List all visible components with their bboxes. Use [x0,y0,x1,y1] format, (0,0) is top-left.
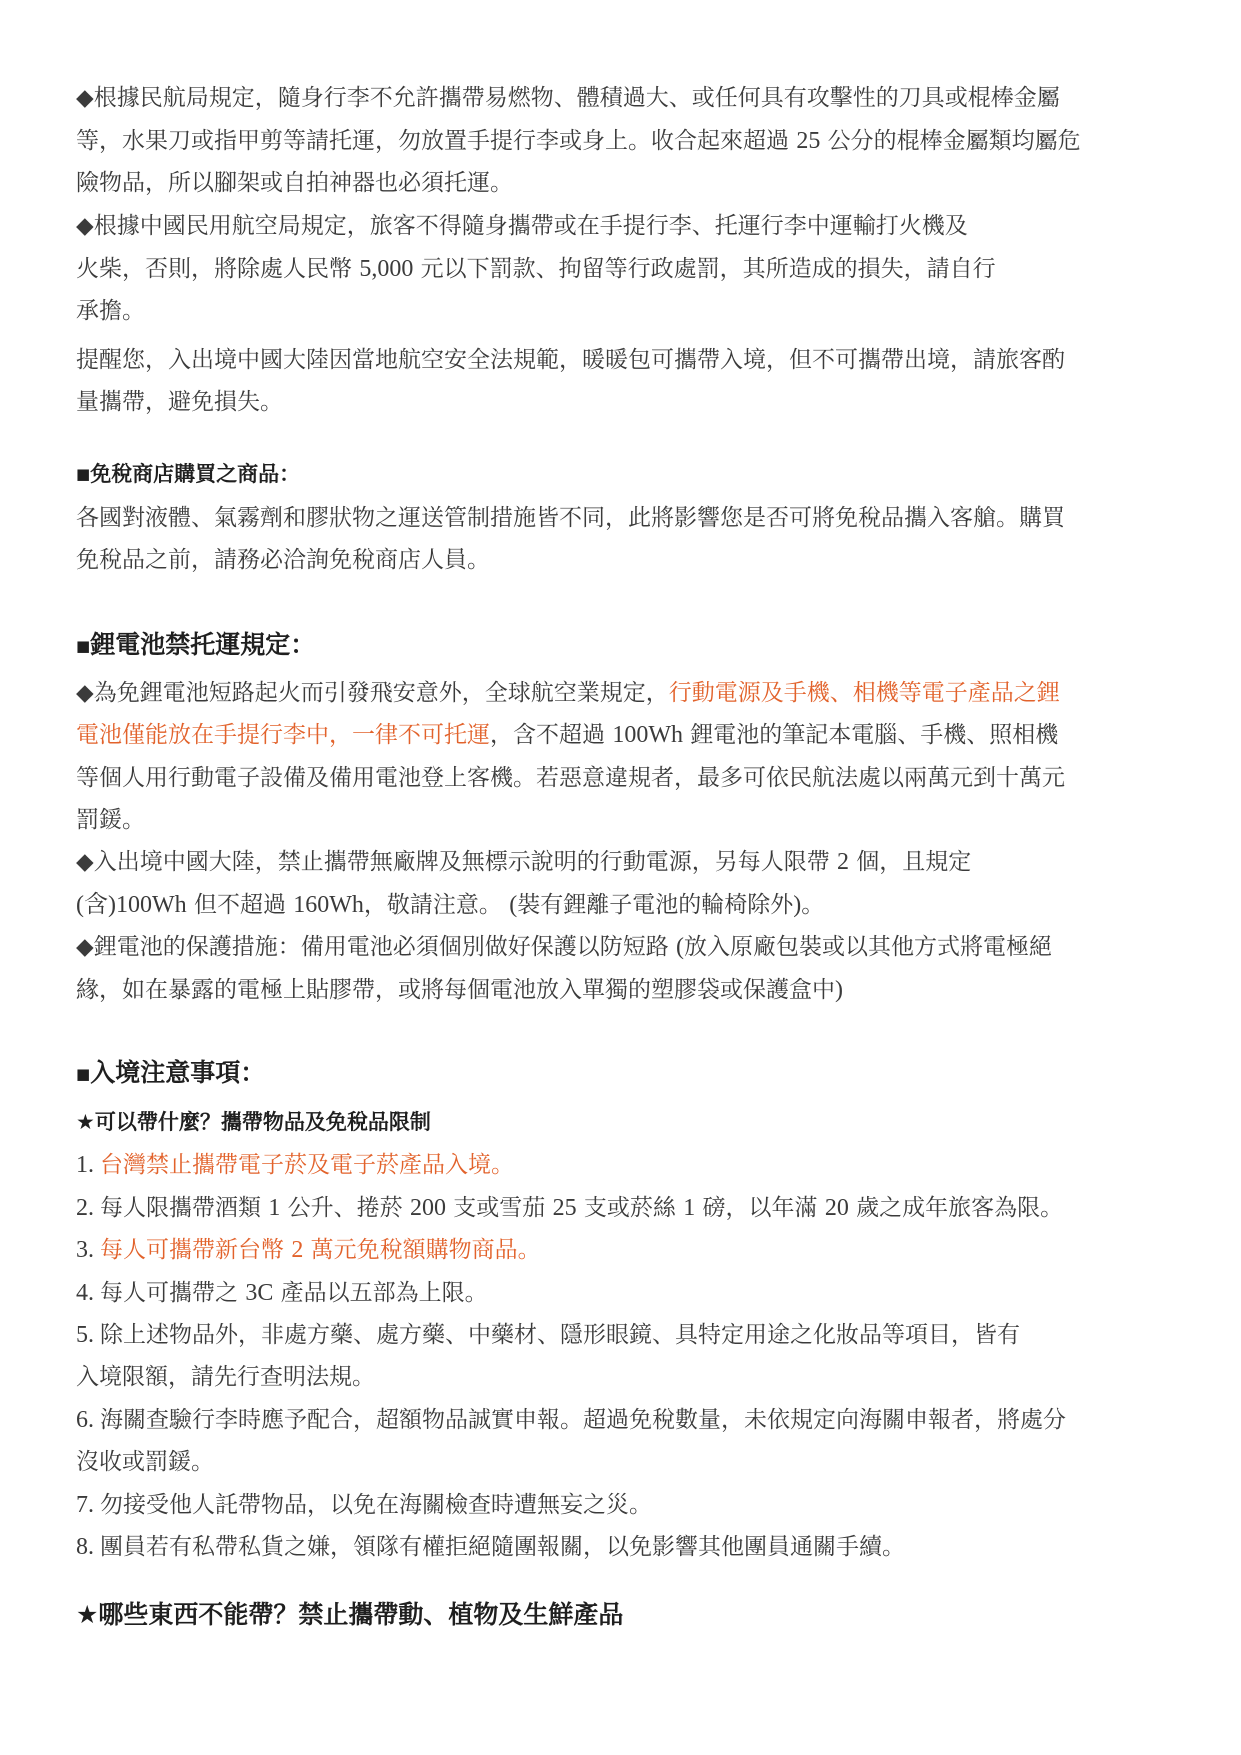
lithium-line [76,931,1052,963]
lithium-line [76,677,1060,709]
entry-subheading [76,1107,431,1137]
lithium-line [76,804,145,836]
text: 放入原廠包裝或以其他方式將電極絕 [684,934,1052,960]
list-item-continuation [76,1361,375,1393]
text: 裝有鋰離子電池的輪椅除外 [517,892,794,918]
text: 提醒您，入出境中國大陸因當地航空安全法規範，暖暖包可攜帶入境，但不可攜帶出境，請旅客酌 [76,347,1065,373]
lithium-heading [76,628,315,663]
text: 支或雪茄 [445,1195,553,1221]
text: 歲之成年旅客為限。 [848,1195,1064,1221]
text: 海關查驗行李時應予配合，超額物品誠實申報。超過免稅數量，未依規定向海關申報者，將處分 [100,1407,1066,1433]
lithium-line [76,719,1058,751]
text: 勿接受他人託帶物品，以免在海關檢查時遭無妄之災。 [100,1492,652,1518]
heading-text: ★哪些東西不能帶？禁止攜帶動、植物及生鮮產品 [76,1600,624,1629]
number: 2 [837,849,849,875]
text: 公升、捲菸 [280,1195,410,1221]
number: 1 [683,1195,696,1221]
text: 每人可攜帶之 [100,1280,246,1306]
lithium-line [76,762,1065,794]
text: 緣，如在暴露的電極上貼膠帶，或將每個電池放入單獨的塑膠袋或保護盒中 [76,977,835,1003]
text: ，敬請注意。 [363,892,510,918]
number: ) [793,892,802,918]
text: 支或菸絲 [576,1195,684,1221]
text: ◆根據民航局規定，隨身行李不允許攜帶易燃物、體積過大、或任何具有攻擊性的刀具或棍棒金屬 [76,85,1060,111]
rule-paragraph-line [76,295,145,327]
prohibited-heading [76,1598,623,1632]
number: ( [509,892,518,918]
text: 承擔。 [76,298,145,324]
text: 沒收或罰鍰。 [76,1449,214,1475]
duty-free-line [76,544,490,576]
number: (含)100Wh [76,892,187,918]
rule-paragraph-line [76,344,1065,376]
text: 入境限額，請先行查明法規。 [76,1364,375,1390]
number: 1 [268,1195,281,1221]
entry-heading [76,1056,265,1091]
text: 除上述物品外，非處方藥、處方藥、中藥材、隱形眼鏡、具特定用途之化妝品等項目，皆有 [100,1322,1020,1348]
item-number: 5. [76,1322,100,1348]
text: 等，水果刀或指甲剪等請托運，勿放置手提行李或身上。收合起來超過 [76,128,797,154]
highlight-text: 萬元免稅額購物商品。 [303,1237,541,1263]
list-item [76,1149,514,1181]
number: ) [835,977,843,1003]
text: 產品以五部為上限。 [273,1280,488,1306]
rule-paragraph-line [76,253,996,285]
number: 3C [245,1280,274,1306]
text: 公分的棍棒金屬類均屬危 [820,128,1081,154]
number: 20 [824,1195,849,1221]
text: 火柴，否則，將除處人民幣 [76,256,360,282]
lithium-line [76,974,843,1006]
rule-paragraph-line [76,386,283,418]
lithium-line [76,889,824,921]
text: 等個人用行動電子設備及備用電池登上客機。若惡意違規者，最多可依民航法處以兩萬元到十萬元 [76,765,1065,791]
highlight-text: 行動電源及手機、相機等電子產品之鋰 [668,680,1060,706]
list-item [76,1404,1066,1436]
text: 各國對液體、氣霧劑和膠狀物之運送管制措施皆不同，此將影響您是否可將免稅品攜入客艙。購買 [76,505,1065,531]
text: 罰鍰。 [76,807,145,833]
subheading-text: ★可以帶什麼？攜帶物品及免稅品限制 [76,1110,431,1134]
text: 團員若有私帶私貨之嫌，領隊有權拒絕隨團報關，以免影響其他團員通關手續。 [100,1534,905,1560]
number: 25 [552,1195,577,1221]
text: 磅，以年滿 [695,1195,825,1221]
text: 免稅品之前，請務必洽詢免稅商店人員。 [76,547,490,573]
highlight-text: 電池僅能放在手提行李中，一律不可托運 [76,722,490,748]
rule-paragraph-line [76,82,1060,114]
highlight-number: 2 [291,1237,304,1263]
item-number: 3. [76,1237,100,1263]
text: 。 [801,892,825,918]
number: 160Wh [293,892,364,918]
text: 但不超過 [186,892,294,918]
duty-free-heading [76,459,300,489]
list-item [76,1192,1063,1224]
item-number: 8. [76,1534,100,1560]
rule-paragraph-line [76,167,513,199]
item-number: 1. [76,1152,100,1178]
list-item [76,1319,1020,1351]
heading-text: 入境注意事項： [90,1058,266,1087]
text: ，含不超過 [490,722,613,748]
duty-free-line [76,502,1065,534]
text: 鋰電池的筆記本電腦、手機、照相機 [682,722,1059,748]
number: 25 [796,128,821,154]
number: 5,000 [359,256,414,282]
item-number: 2. [76,1195,100,1221]
item-number: 6. [76,1407,100,1433]
text: ◆為免鋰電池短路起火而引發飛安意外，全球航空業規定， [76,680,669,706]
text: 每人限攜帶酒類 [100,1195,269,1221]
rule-paragraph-line [76,210,968,242]
text: ◆鋰電池的保護措施：備用電池必須個別做好保護以防短路 [76,934,676,960]
heading-text: 免稅商店購買之商品： [90,462,301,486]
list-item [76,1234,541,1266]
text: 險物品，所以腳架或自拍神器也必須托運。 [76,170,513,196]
heading-text: 鋰電池禁托運規定： [90,630,316,659]
number: 100Wh [612,722,683,748]
item-number: 7. [76,1492,100,1518]
list-item [76,1531,905,1563]
text: 量攜帶，避免損失。 [76,389,283,415]
text: ◆根據中國民用航空局規定，旅客不得隨身攜帶或在手提行李、托運行李中運輸打火機及 [76,213,968,239]
list-item [76,1277,488,1309]
list-item [76,1489,652,1521]
text: ◆入出境中國大陸，禁止攜帶無廠牌及無標示說明的行動電源，另每人限帶 [76,849,837,875]
number: 200 [409,1195,446,1221]
lithium-line [76,846,971,878]
square-bullet-icon: ■ [76,637,91,655]
text: 個，且規定 [849,849,972,875]
square-bullet-icon: ■ [76,465,91,483]
item-number: 4. [76,1280,100,1306]
list-item-continuation [76,1446,214,1478]
text: 元以下罰款、拘留等行政處罰，其所造成的損失，請自行 [413,256,996,282]
square-bullet-icon: ■ [76,1065,91,1083]
highlight-text: 台灣禁止攜帶電子菸及電子菸產品入境。 [100,1152,514,1178]
number: ( [676,934,684,960]
highlight-text: 每人可攜帶新台幣 [100,1237,292,1263]
rule-paragraph-line [76,125,1081,157]
